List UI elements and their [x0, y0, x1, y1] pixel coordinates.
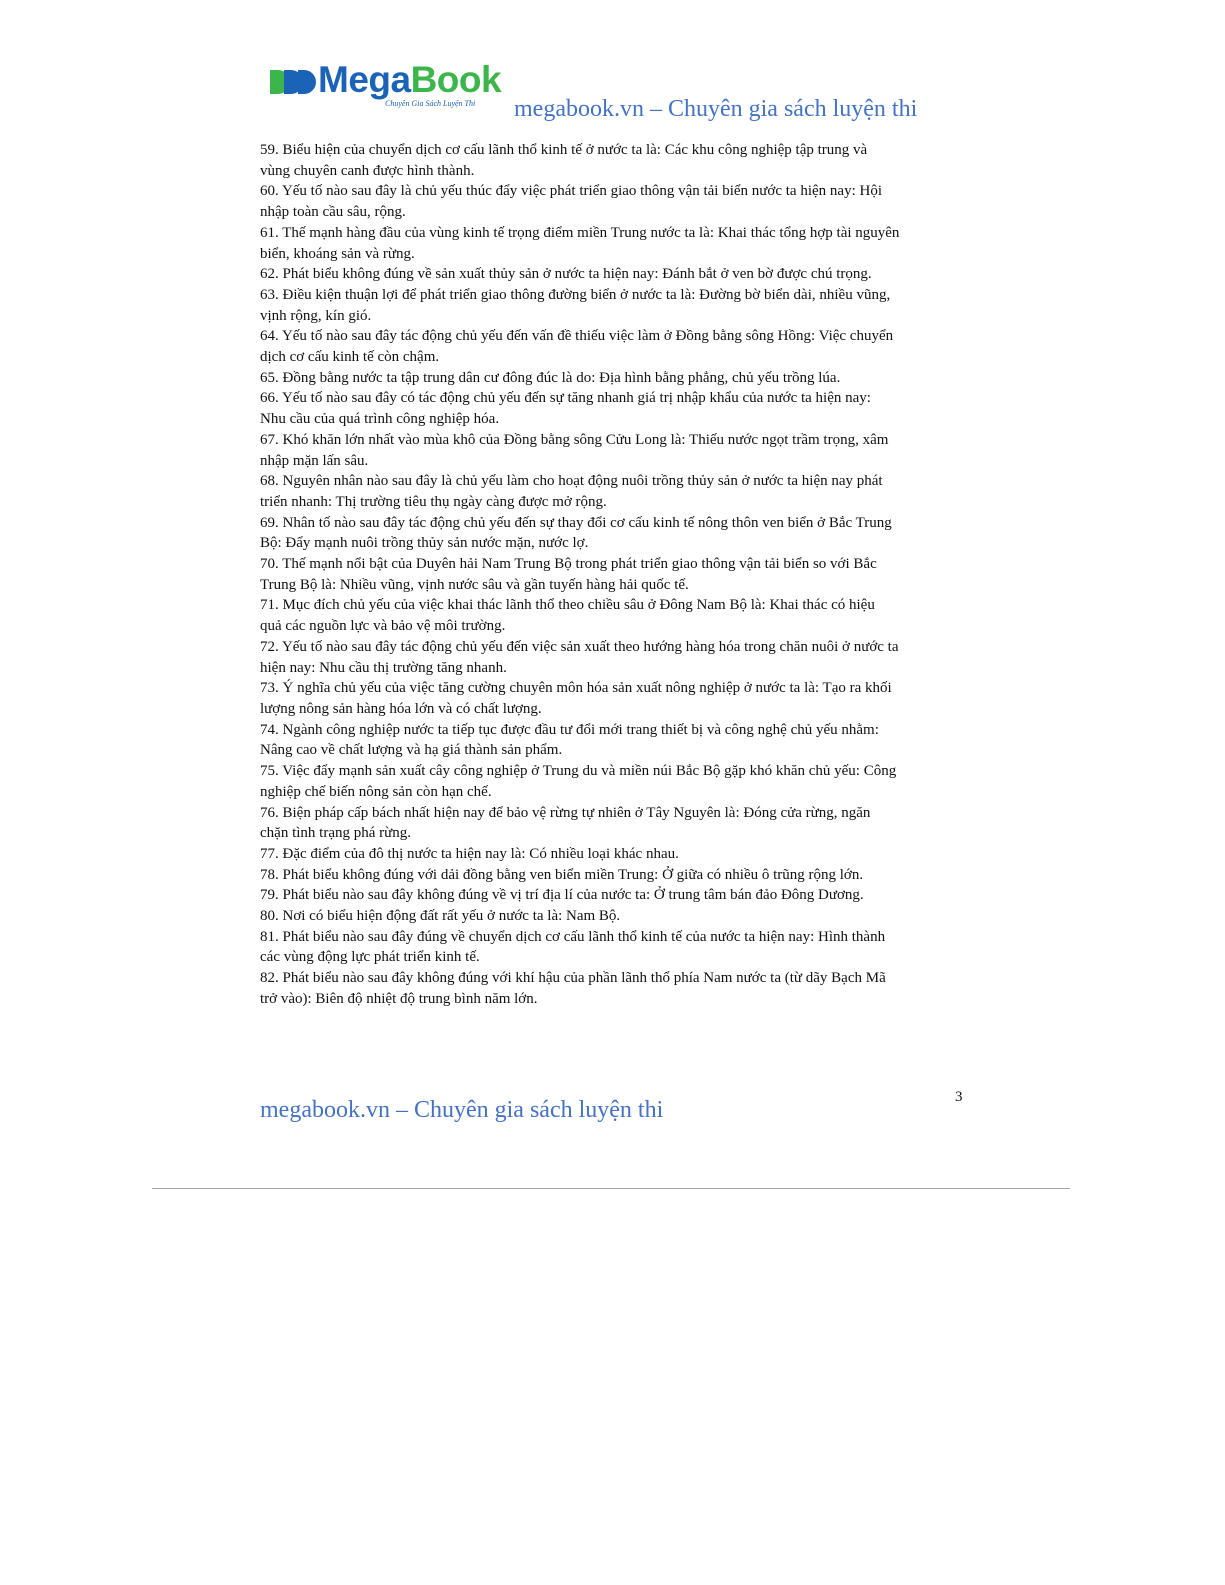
page-number: 3 — [955, 1089, 963, 1105]
list-item: 81. Phát biểu nào sau đây đúng về chuyển dịch cơ cấu lãnh thổ kinh tế của nước ta hiện nay: Hình thành các vùng động lực phát triển kinh tế. — [260, 928, 886, 966]
megabook-logo — [268, 59, 502, 110]
list-item: 80. Nơi có biểu hiện động đất rất yếu ở nước ta là: Nam Bộ. — [260, 908, 621, 925]
list-item: 77. Đặc điểm của đô thị nước ta hiện nay là: Có nhiều loại khác nhau. — [260, 845, 679, 862]
list-item: 66. Yếu tố nào sau đây có tác động chủ yếu đến sự tăng nhanh giá trị nhập khẩu của nước ta hiện nay: Nhu cầu của quá trình công nghiệp hóa. — [260, 390, 871, 428]
megabook-logo-icon — [268, 68, 318, 96]
list-item: 64. Yếu tố nào sau đây tác động chủ yếu đến vấn đề thiếu việc làm ở Đồng bằng sông Hồng: Việc chuyển dịch cơ cấu kinh tế còn chậm. — [260, 328, 894, 366]
list-item: 69. Nhân tố nào sau đây tác động chủ yếu đến sự thay đổi cơ cấu kinh tế nông thôn ven biển ở Bắc Trung Bộ: Đẩy mạnh nuôi trồng thủy sản nước mặn, nước lợ. — [260, 514, 892, 552]
page-divider — [152, 1188, 1070, 1189]
list-item: 70. Thế mạnh nổi bật của Duyên hải Nam Trung Bộ trong phát triển giao thông vận tải biển so với Bắc Trung Bộ là: Nhiều vũng, vịnh nước sâu và gần tuyến hàng hải quốc tế. — [260, 556, 877, 593]
list-item: 79. Phát biểu nào sau đây không đúng về vị trí địa lí của nước ta: Ở trung tâm bán đảo Đông Dương. — [260, 887, 864, 904]
list-item: 68. Nguyên nhân nào sau đây là chủ yếu làm cho hoạt động nuôi trồng thủy sản ở nước ta hiện nay phát triển nhanh: Thị trường tiêu thụ ngày càng được mở rộng. — [260, 473, 883, 510]
list-item: 59. Biểu hiện của chuyển dịch cơ cấu lãnh thổ kinh tế ở nước ta là: Các khu công nghiệp tập trung và vùng chuyên canh được hình thành. — [260, 142, 868, 179]
list-item: 61. Thế mạnh hàng đầu của vùng kinh tế trọng điểm miền Trung nước ta là: Khai thác tổng hợp tài nguyên biển, khoáng sản và rừng. — [260, 224, 900, 262]
list-item: 63. Điều kiện thuận lợi để phát triển giao thông đường biển ở nước ta là: Đường bờ biển dài, nhiều vũng, vịnh rộng, kín gió. — [260, 286, 891, 324]
list-item: 67. Khó khăn lớn nhất vào mùa khô của Đồng bằng sông Cửu Long là: Thiếu nước ngọt trầm trọng, xâm nhập mặn lấn sâu. — [260, 431, 889, 469]
logo-tagline: Chuyên Gia Sách Luyện Thi — [385, 99, 476, 108]
header-site-text: megabook.vn – Chuyên gia sách luyện thi — [514, 96, 918, 122]
list-item: 60. Yếu tố nào sau đây là chủ yếu thúc đẩy việc phát triển giao thông vận tải biển nước ta hiện nay: Hội nhập toàn cầu sâu, rộng. — [260, 183, 882, 221]
logo-wordmark — [318, 60, 501, 100]
list-item: 73. Ý nghĩa chủ yếu của việc tăng cường chuyên môn hóa sản xuất nông nghiệp ở nước ta là: Tạo ra khối lượng nông sản hàng hóa lớn và có chất lượng. — [260, 680, 892, 717]
footer-site-text: megabook.vn – Chuyên gia sách luyện thi — [260, 1097, 664, 1123]
logo-book: Book — [410, 59, 502, 100]
list-item: 82. Phát biểu nào sau đây không đúng với khí hậu của phần lãnh thổ phía Nam nước ta (từ dãy Bạch Mã trở vào): Biên độ nhiệt độ trung bình năm lớn. — [260, 970, 886, 1007]
list-item: 62. Phát biểu không đúng về sản xuất thủy sản ở nước ta hiện nay: Đánh bắt ở ven bờ được chú trọng. — [260, 266, 872, 283]
list-item: 78. Phát biểu không đúng với dải đồng bằng ven biển miền Trung: Ở giữa có nhiều ô trũng rộng lớn. — [260, 866, 864, 883]
list-item: 72. Yếu tố nào sau đây tác động chủ yếu đến việc sản xuất theo hướng hàng hóa trong chăn nuôi ở nước ta hiện nay: Nhu cầu thị trường tăng nhanh. — [260, 638, 899, 676]
question-list — [260, 140, 900, 1010]
list-item: 71. Mục đích chủ yếu của việc khai thác lãnh thổ theo chiều sâu ở Đông Nam Bộ là: Khai thác có hiệu quả các nguồn lực và bảo vệ môi trường. — [260, 597, 875, 635]
list-item: 76. Biện pháp cấp bách nhất hiện nay để bảo vệ rừng tự nhiên ở Tây Nguyên là: Đóng cửa rừng, ngăn chặn tình trạng phá rừng. — [260, 804, 871, 842]
logo-mega: Mega — [318, 59, 411, 100]
list-item: 74. Ngành công nghiệp nước ta tiếp tục được đầu tư đổi mới trang thiết bị và công nghệ chủ yếu nhằm: Nâng cao về chất lượng và hạ giá thành sản phẩm. — [260, 721, 879, 759]
list-item: 65. Đồng bằng nước ta tập trung dân cư đông đúc là do: Địa hình bằng phẳng, chủ yếu trồng lúa. — [260, 369, 841, 386]
list-item: 75. Việc đẩy mạnh sản xuất cây công nghiệp ở Trung du và miền núi Bắc Bộ gặp khó khăn chủ yếu: Công nghiệp chế biến nông sản còn hạn chế. — [260, 763, 897, 800]
